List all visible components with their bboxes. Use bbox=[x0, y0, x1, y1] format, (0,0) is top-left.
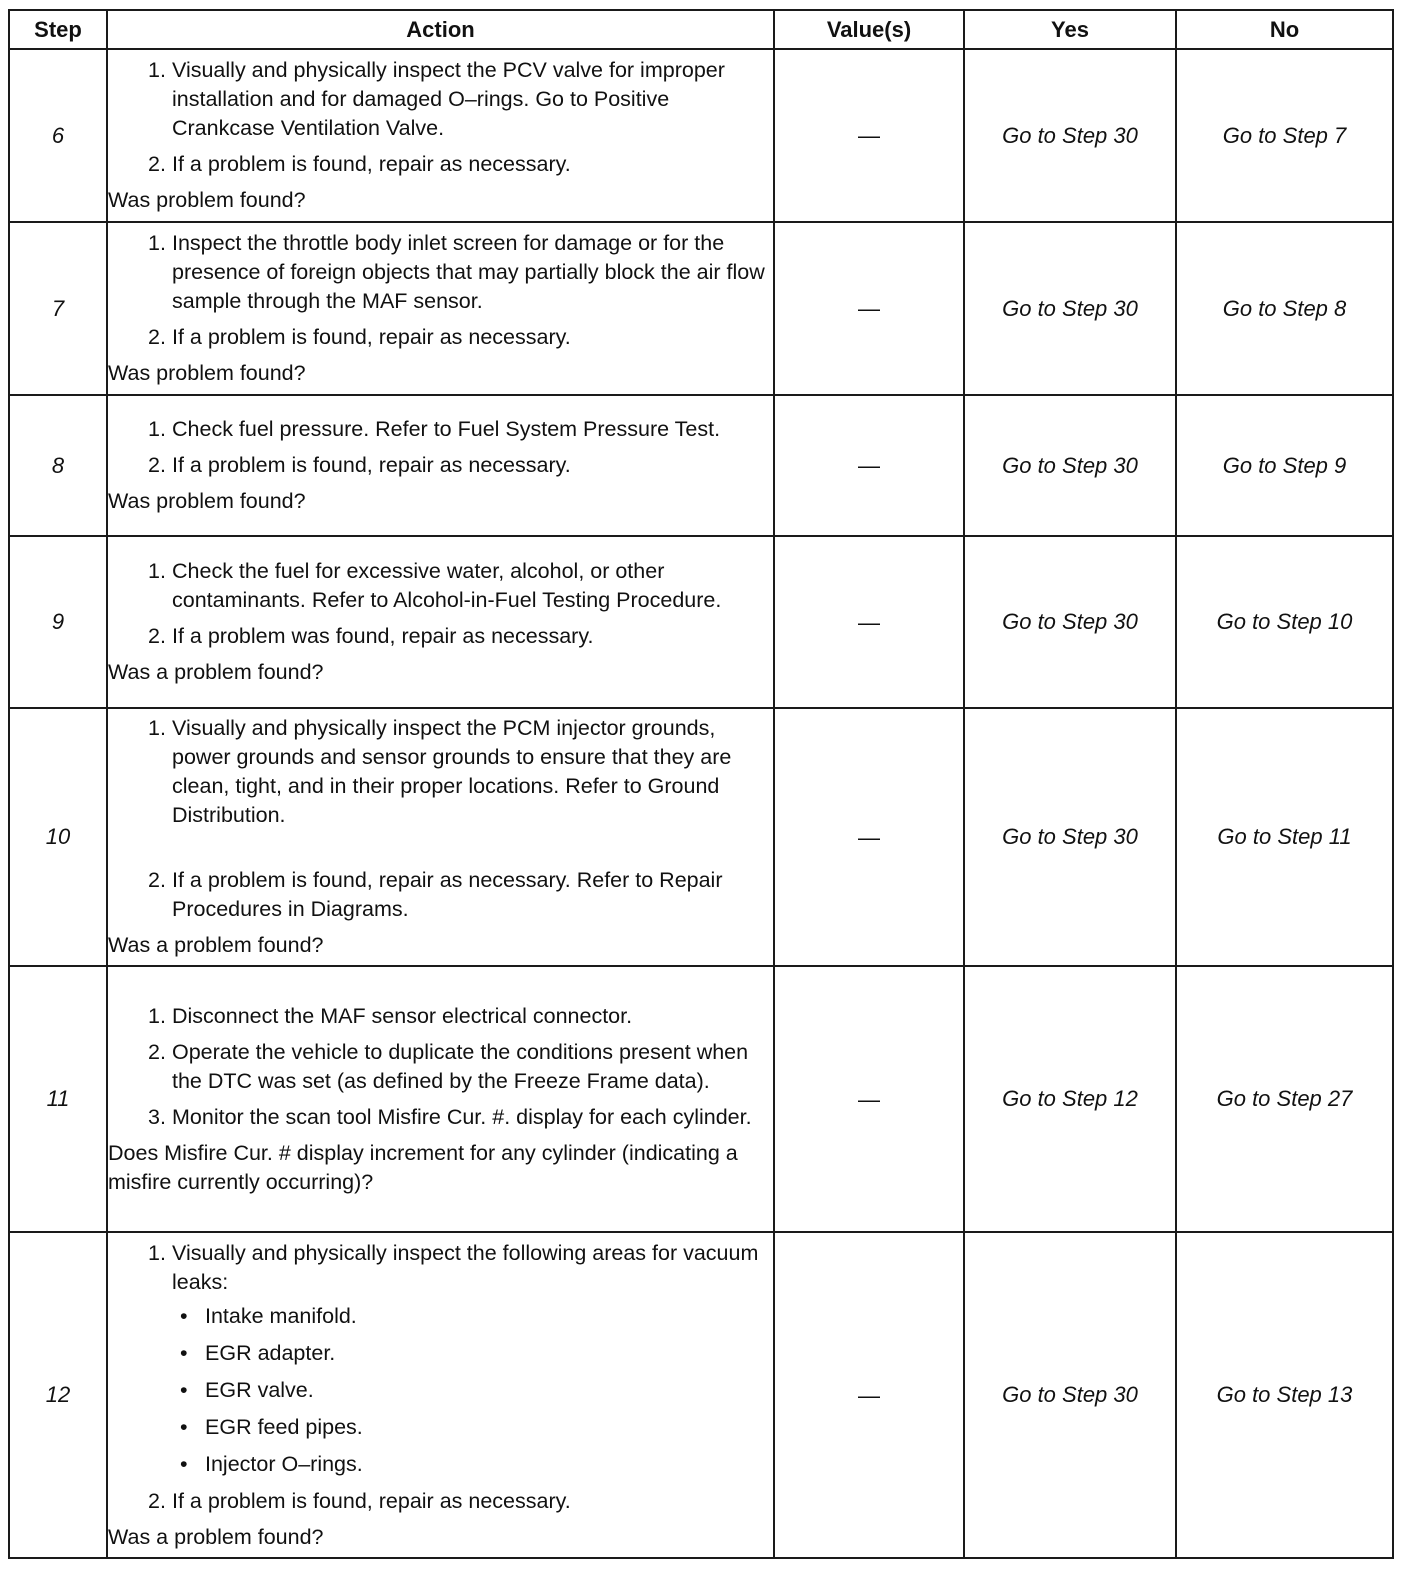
action-step bbox=[108, 451, 773, 480]
table-row bbox=[9, 395, 1393, 536]
action-step-text: Operate the vehicle to duplicate the conditions present when the DTC was set (as defined by the Freeze Frame data). bbox=[172, 1039, 749, 1093]
table-row bbox=[9, 1232, 1393, 1558]
value-dash: — bbox=[858, 1382, 880, 1408]
yes-link[interactable]: Go to Step 12 bbox=[964, 966, 1176, 1232]
action-step-text: Visually and physically inspect the PCM injector grounds, power grounds and sensor grounds to ensure that they are clean, tight, and in their proper locations. Refer to Ground Distribution. bbox=[172, 716, 732, 827]
value-cell bbox=[774, 966, 964, 1232]
action-step bbox=[108, 1487, 773, 1516]
table-row bbox=[9, 966, 1393, 1232]
value-cell bbox=[774, 222, 964, 395]
list-item: • Injector O–rings. bbox=[172, 1450, 773, 1479]
action-step-text: Inspect the throttle body inlet screen for damage or for the presence of foreign objects that may partially block the air flow sample through the MAF sensor. bbox=[172, 231, 765, 313]
no-link[interactable]: Go to Step 7 bbox=[1176, 49, 1393, 222]
table-row bbox=[9, 49, 1393, 222]
action-step bbox=[108, 56, 773, 143]
question: Was problem found? bbox=[108, 489, 306, 513]
action-step-number: 2 . bbox=[136, 1487, 166, 1516]
step-number: 8 bbox=[9, 395, 107, 536]
action-step-text: If a problem is found, repair as necessary. bbox=[172, 325, 571, 349]
action-step-number: 2 . bbox=[136, 451, 166, 480]
value-cell bbox=[774, 49, 964, 222]
action-step bbox=[108, 1103, 773, 1132]
yes-link[interactable]: Go to Step 30 bbox=[964, 49, 1176, 222]
action-cell bbox=[107, 966, 774, 1232]
action-step bbox=[108, 1038, 773, 1096]
action-step-number: 2 . bbox=[136, 1038, 166, 1067]
step-number: 12 bbox=[9, 1232, 107, 1558]
action-step bbox=[108, 714, 773, 830]
action-step-number: 1 . bbox=[136, 1239, 166, 1268]
action-step-number: 2 . bbox=[136, 866, 166, 895]
action-step-number: 2 . bbox=[136, 150, 166, 179]
table-row bbox=[9, 708, 1393, 966]
no-link[interactable]: Go to Step 27 bbox=[1176, 966, 1393, 1232]
action-step-number: 1 . bbox=[136, 415, 166, 444]
action-step-number: 3 . bbox=[136, 1103, 166, 1132]
value-dash: — bbox=[858, 123, 880, 149]
no-link[interactable]: Go to Step 9 bbox=[1176, 395, 1393, 536]
value-cell bbox=[774, 708, 964, 966]
value-dash: — bbox=[858, 824, 880, 850]
diagnostic-table-page bbox=[8, 9, 1394, 1559]
question: Was problem found? bbox=[108, 361, 306, 385]
action-step-number: 2 . bbox=[136, 323, 166, 352]
no-link[interactable]: Go to Step 11 bbox=[1176, 708, 1393, 966]
action-step-number: 1 . bbox=[136, 56, 166, 85]
header-values: Value(s) bbox=[774, 10, 964, 49]
value-dash: — bbox=[858, 296, 880, 322]
header-action: Action bbox=[107, 10, 774, 49]
step-number: 9 bbox=[9, 536, 107, 708]
header-no: No bbox=[1176, 10, 1393, 49]
action-cell bbox=[107, 708, 774, 966]
action-step-text: If a problem is found, repair as necessary. Refer to Repair Procedures in Diagrams. bbox=[172, 868, 723, 921]
action-step bbox=[108, 1239, 773, 1479]
action-step-number: 1 . bbox=[136, 1002, 166, 1031]
question: Was a problem found? bbox=[108, 933, 324, 957]
action-step-text: Visually and physically inspect the PCV valve for improper installation and for damaged O–rings. Go to Positive Crankcase Ventilation Valve. bbox=[172, 58, 725, 140]
no-link[interactable]: Go to Step 8 bbox=[1176, 222, 1393, 395]
yes-link[interactable]: Go to Step 30 bbox=[964, 536, 1176, 708]
action-step-number: 1 . bbox=[136, 714, 166, 743]
action-step-number: 1 . bbox=[136, 557, 166, 586]
value-cell bbox=[774, 1232, 964, 1558]
question: Was a problem found? bbox=[108, 660, 324, 684]
no-link[interactable]: Go to Step 10 bbox=[1176, 536, 1393, 708]
action-step bbox=[108, 1002, 773, 1031]
leak-areas-list bbox=[172, 1302, 773, 1479]
action-step bbox=[108, 866, 773, 924]
yes-link[interactable]: Go to Step 30 bbox=[964, 1232, 1176, 1558]
action-step bbox=[108, 557, 773, 615]
action-cell bbox=[107, 222, 774, 395]
value-dash: — bbox=[858, 453, 880, 479]
question: Does Misfire Cur. # display increment for any cylinder (indicating a misfire currently occurring)? bbox=[108, 1140, 738, 1194]
yes-link[interactable]: Go to Step 30 bbox=[964, 222, 1176, 395]
yes-link[interactable]: Go to Step 30 bbox=[964, 708, 1176, 966]
question: Was problem found? bbox=[108, 188, 306, 212]
action-cell bbox=[107, 49, 774, 222]
action-step bbox=[108, 415, 773, 444]
action-step-text: If a problem is found, repair as necessary. bbox=[172, 1488, 571, 1513]
header-step: Step bbox=[9, 10, 107, 49]
step-number: 10 bbox=[9, 708, 107, 966]
yes-link[interactable]: Go to Step 30 bbox=[964, 395, 1176, 536]
action-step bbox=[108, 229, 773, 316]
action-step-text: If a problem was found, repair as necessary. bbox=[172, 624, 594, 648]
action-step-text: Disconnect the MAF sensor electrical connector. bbox=[172, 1003, 633, 1028]
action-cell bbox=[107, 395, 774, 536]
list-item: • EGR valve. bbox=[172, 1376, 773, 1405]
action-step-text: Visually and physically inspect the following areas for vacuum leaks: bbox=[172, 1240, 759, 1294]
list-item: • EGR adapter. bbox=[172, 1339, 773, 1368]
no-link[interactable]: Go to Step 13 bbox=[1176, 1232, 1393, 1558]
action-step-text: Check the fuel for excessive water, alcohol, or other contaminants. Refer to Alcohol-in-Fuel Testing Procedure. bbox=[172, 559, 722, 612]
step-number: 6 bbox=[9, 49, 107, 222]
action-step-number: 1 . bbox=[136, 229, 166, 258]
action-step bbox=[108, 150, 773, 179]
value-cell bbox=[774, 536, 964, 708]
table-row bbox=[9, 536, 1393, 708]
value-dash: — bbox=[858, 1086, 880, 1112]
step-number: 7 bbox=[9, 222, 107, 395]
header-yes: Yes bbox=[964, 10, 1176, 49]
table-row bbox=[9, 222, 1393, 395]
question: Was a problem found? bbox=[108, 1524, 324, 1549]
action-step-text: Monitor the scan tool Misfire Cur. #. display for each cylinder. bbox=[172, 1104, 752, 1129]
action-step-text: Check fuel pressure. Refer to Fuel System Pressure Test. bbox=[172, 417, 721, 441]
value-dash: — bbox=[858, 609, 880, 635]
list-item: • Intake manifold. bbox=[172, 1302, 773, 1331]
action-step-number: 2 . bbox=[136, 622, 166, 651]
value-cell bbox=[774, 395, 964, 536]
action-step bbox=[108, 622, 773, 651]
action-cell bbox=[107, 536, 774, 708]
diagnostic-table bbox=[8, 9, 1394, 1559]
step-number: 11 bbox=[9, 966, 107, 1232]
action-step bbox=[108, 323, 773, 352]
list-item: • EGR feed pipes. bbox=[172, 1413, 773, 1442]
header-row bbox=[9, 10, 1393, 49]
action-step-text: If a problem is found, repair as necessary. bbox=[172, 152, 571, 176]
action-step-text: If a problem is found, repair as necessary. bbox=[172, 453, 571, 477]
action-cell bbox=[107, 1232, 774, 1558]
